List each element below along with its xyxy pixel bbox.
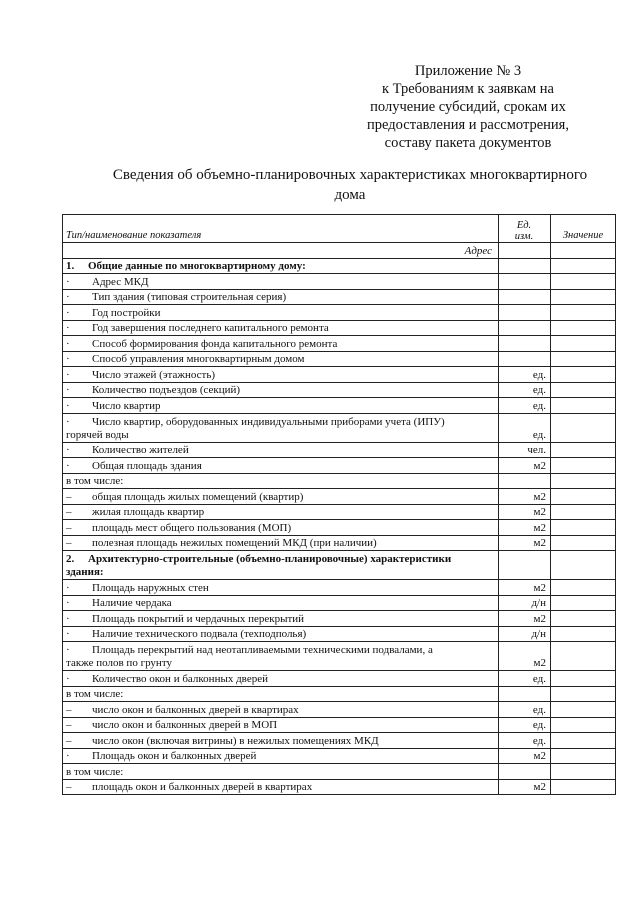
table-row: [63, 458, 616, 474]
row-label: [63, 458, 499, 474]
bullet-mark: ·: [66, 415, 70, 428]
table-row: [63, 442, 616, 458]
value-cell[interactable]: [551, 551, 616, 580]
value-cell[interactable]: [551, 274, 616, 290]
row-label: [63, 611, 499, 627]
table-row: [63, 626, 616, 642]
unit-cell: [499, 351, 551, 367]
row-label: [63, 489, 499, 505]
unit-cell: м2: [499, 535, 551, 551]
value-cell[interactable]: [551, 258, 616, 274]
row-label: [63, 274, 499, 290]
row-label-text: Способ формирования фонда капитального ремонта: [92, 337, 338, 350]
unit-cell: ед.: [499, 702, 551, 718]
value-cell[interactable]: [551, 779, 616, 795]
table-row: [63, 305, 616, 321]
unit-cell: м2: [499, 779, 551, 795]
table-row: [63, 733, 616, 749]
value-cell[interactable]: [551, 243, 616, 259]
characteristics-table: [62, 214, 616, 795]
section-number: 2.: [66, 553, 75, 565]
row-label: [63, 305, 499, 321]
row-label-text: Тип здания (типовая строительная серия): [92, 291, 287, 303]
value-cell[interactable]: [551, 289, 616, 305]
value-cell[interactable]: [551, 580, 616, 596]
value-cell[interactable]: [551, 626, 616, 642]
table-row: [63, 289, 616, 305]
unit-cell: м2: [499, 458, 551, 474]
row-label: [63, 580, 499, 596]
row-label-text: число окон и балконных дверей в МОП: [92, 719, 278, 731]
value-cell[interactable]: [551, 748, 616, 764]
row-label-text: Площадь наружных стен: [92, 581, 209, 594]
dash-mark: –: [66, 781, 72, 793]
document-title: [100, 165, 600, 205]
table-row: [63, 535, 616, 551]
dash-mark: –: [66, 521, 72, 534]
unit-cell: м2: [499, 580, 551, 596]
bullet-mark: ·: [66, 628, 70, 640]
table-row: [63, 642, 616, 671]
bullet-mark: ·: [66, 322, 70, 334]
value-cell[interactable]: [551, 504, 616, 520]
value-cell[interactable]: [551, 520, 616, 536]
unit-cell: [499, 289, 551, 305]
row-label-line2: также полов по грунту: [66, 657, 172, 669]
row-label: [63, 733, 499, 749]
bullet-mark: ·: [66, 750, 70, 762]
appendix-note: [348, 62, 588, 152]
row-label-text: Площадь покрытий и чердачных перекрытий: [92, 612, 305, 625]
dash-mark: –: [66, 537, 72, 549]
row-label-line2: горячей воды: [66, 428, 129, 441]
including-label: в том числе:: [63, 686, 499, 702]
value-cell[interactable]: [551, 671, 616, 687]
value-cell[interactable]: [551, 686, 616, 702]
table-row: [63, 274, 616, 290]
unit-cell: чел.: [499, 442, 551, 458]
value-cell[interactable]: [551, 535, 616, 551]
including-row: [63, 473, 616, 489]
row-label-text: общая площадь жилых помещений (квартир): [92, 490, 304, 503]
row-label: [63, 717, 499, 733]
value-cell[interactable]: [551, 442, 616, 458]
including-row: [63, 686, 616, 702]
unit-cell: ед.: [499, 367, 551, 383]
unit-cell: ед.: [499, 671, 551, 687]
row-label-text: Год завершения последнего капитального ремонта: [92, 322, 329, 334]
unit-cell: [499, 320, 551, 336]
table-row: [63, 717, 616, 733]
bullet-mark: ·: [66, 291, 70, 303]
table-row: [63, 398, 616, 414]
table-row: [63, 748, 616, 764]
value-cell[interactable]: [551, 398, 616, 414]
unit-cell: [499, 551, 551, 580]
row-label-text: Наличие чердака: [92, 597, 172, 609]
section-title: [63, 551, 499, 580]
header-name: Тип/наименование показателя: [63, 215, 499, 243]
row-label: [63, 442, 499, 458]
unit-cell: ед.: [499, 733, 551, 749]
bullet-mark: ·: [66, 337, 70, 350]
table-row: [63, 702, 616, 718]
row-label-text: Число квартир: [92, 399, 161, 412]
row-label: [63, 413, 499, 442]
row-label-line1: Число квартир, оборудованных индивидуальными приборами учета (ИПУ): [92, 415, 445, 428]
unit-cell: м2: [499, 642, 551, 671]
table-row: [63, 520, 616, 536]
row-label-text: Количество жителей: [92, 444, 189, 456]
table-row: [63, 320, 616, 336]
bullet-mark: ·: [66, 644, 70, 656]
bullet-mark: ·: [66, 384, 70, 396]
bullet-mark: ·: [66, 581, 70, 594]
row-label: [63, 626, 499, 642]
unit-cell: [499, 243, 551, 259]
header-unit-line1: Ед.: [516, 220, 532, 231]
unit-cell: м2: [499, 504, 551, 520]
row-label: [63, 520, 499, 536]
value-cell[interactable]: [551, 764, 616, 780]
row-label: [63, 351, 499, 367]
appendix-line: к Требованиям к заявкам на: [382, 81, 554, 97]
unit-cell: [499, 473, 551, 489]
section-title-line1: Архитектурно-строительные (объемно-планировочные) характеристики: [88, 553, 452, 565]
bullet-mark: ·: [66, 368, 70, 381]
unit-cell: ед.: [499, 382, 551, 398]
bullet-mark: ·: [66, 275, 70, 288]
table-row: [63, 351, 616, 367]
value-cell[interactable]: [551, 642, 616, 671]
unit-cell: м2: [499, 520, 551, 536]
appendix-line: Приложение № 3: [414, 63, 522, 79]
value-cell[interactable]: [551, 413, 616, 442]
row-label-text: Общая площадь здания: [92, 459, 202, 472]
value-cell[interactable]: [551, 489, 616, 505]
value-cell[interactable]: [551, 367, 616, 383]
dash-mark: –: [66, 490, 72, 503]
table-row: [63, 413, 616, 442]
dash-mark: –: [66, 703, 72, 716]
dash-mark: –: [66, 506, 72, 518]
bullet-mark: ·: [66, 612, 70, 625]
including-row: [63, 764, 616, 780]
address-row: [63, 243, 616, 259]
value-cell[interactable]: [551, 717, 616, 733]
unit-cell: [499, 336, 551, 352]
table-row: [63, 489, 616, 505]
unit-cell: ед.: [499, 717, 551, 733]
row-label-text: Площадь окон и балконных дверей: [92, 750, 257, 762]
value-cell[interactable]: [551, 320, 616, 336]
unit-cell: [499, 305, 551, 321]
value-cell[interactable]: [551, 595, 616, 611]
table-header-row: [63, 215, 616, 243]
row-label-text: полезная площадь нежилых помещений МКД (при наличии): [92, 537, 377, 549]
row-label: [63, 382, 499, 398]
table-row: [63, 611, 616, 627]
table-row: [63, 580, 616, 596]
bullet-mark: ·: [66, 399, 70, 412]
section-row: [63, 258, 616, 274]
value-cell[interactable]: [551, 733, 616, 749]
bullet-mark: ·: [66, 306, 70, 319]
appendix-line: получение субсидий, срокам их: [370, 99, 566, 115]
table-row: [63, 779, 616, 795]
unit-cell: ед.: [499, 413, 551, 442]
unit-cell: [499, 274, 551, 290]
address-label: Адрес: [63, 243, 499, 259]
table-row: [63, 504, 616, 520]
row-label: [63, 748, 499, 764]
value-cell[interactable]: [551, 382, 616, 398]
row-label-text: Адрес МКД: [92, 275, 149, 288]
row-label: [63, 289, 499, 305]
row-label: [63, 398, 499, 414]
unit-cell: м2: [499, 748, 551, 764]
table-row: [63, 336, 616, 352]
table-row: [63, 367, 616, 383]
section-number: 1.: [66, 260, 75, 272]
section-title-line2: здания:: [66, 566, 104, 578]
row-label: [63, 595, 499, 611]
row-label-text: Количество подъездов (секций): [92, 384, 241, 396]
row-label-text: жилая площадь квартир: [92, 506, 205, 518]
unit-cell: [499, 258, 551, 274]
title-line: Сведения об объемно-планировочных характеристиках многоквартирного: [112, 167, 588, 183]
value-cell[interactable]: [551, 336, 616, 352]
row-label-text: площадь мест общего пользования (МОП): [92, 521, 292, 534]
including-label: в том числе:: [63, 764, 499, 780]
row-label-text: Наличие технического подвала (техподполья): [92, 628, 307, 640]
row-label-text: число окон (включая витрины) в нежилых помещениях МКД: [92, 734, 379, 747]
value-cell[interactable]: [551, 611, 616, 627]
row-label: [63, 367, 499, 383]
unit-cell: ед.: [499, 398, 551, 414]
row-label: [63, 642, 499, 671]
bullet-mark: ·: [66, 597, 70, 609]
table-row: [63, 382, 616, 398]
row-label-text: площадь окон и балконных дверей в квартирах: [92, 781, 313, 793]
header-value: Значение: [551, 215, 616, 243]
unit-cell: д/н: [499, 626, 551, 642]
unit-cell: м2: [499, 611, 551, 627]
unit-cell: м2: [499, 489, 551, 505]
row-label: [63, 779, 499, 795]
row-label-text: число окон и балконных дверей в квартирах: [92, 703, 299, 716]
title-line: дома: [334, 187, 366, 203]
value-cell[interactable]: [551, 473, 616, 489]
table-row: [63, 595, 616, 611]
table-row: [63, 671, 616, 687]
value-cell[interactable]: [551, 702, 616, 718]
row-label-text: Количество окон и балконных дверей: [92, 672, 268, 685]
dash-mark: –: [66, 734, 72, 747]
appendix-line: составу пакета документов: [384, 135, 552, 151]
row-label-line1: Площадь перекрытий над неотапливаемыми техническими подвалами, а: [92, 644, 433, 656]
value-cell[interactable]: [551, 351, 616, 367]
row-label: [63, 504, 499, 520]
section-title-text: Общие данные по многоквартирному дому:: [88, 260, 306, 272]
bullet-mark: ·: [66, 459, 70, 472]
row-label-text: Год постройки: [92, 306, 161, 319]
row-label-text: Число этажей (этажность): [92, 368, 216, 381]
section-title: [63, 258, 499, 274]
header-unit: [499, 215, 551, 243]
header-unit-line2: изм.: [514, 231, 534, 242]
row-label-text: Способ управления многоквартирным домом: [92, 353, 305, 365]
row-label: [63, 320, 499, 336]
including-label: в том числе:: [63, 473, 499, 489]
bullet-mark: ·: [66, 353, 70, 365]
unit-cell: [499, 764, 551, 780]
unit-cell: д/н: [499, 595, 551, 611]
section-row: [63, 551, 616, 580]
appendix-line: предоставления и рассмотрения,: [367, 117, 569, 133]
row-label: [63, 535, 499, 551]
row-label: [63, 336, 499, 352]
row-label: [63, 702, 499, 718]
bullet-mark: ·: [66, 672, 70, 685]
bullet-mark: ·: [66, 444, 70, 456]
unit-cell: [499, 686, 551, 702]
value-cell[interactable]: [551, 458, 616, 474]
row-label: [63, 671, 499, 687]
value-cell[interactable]: [551, 305, 616, 321]
dash-mark: –: [66, 719, 72, 731]
